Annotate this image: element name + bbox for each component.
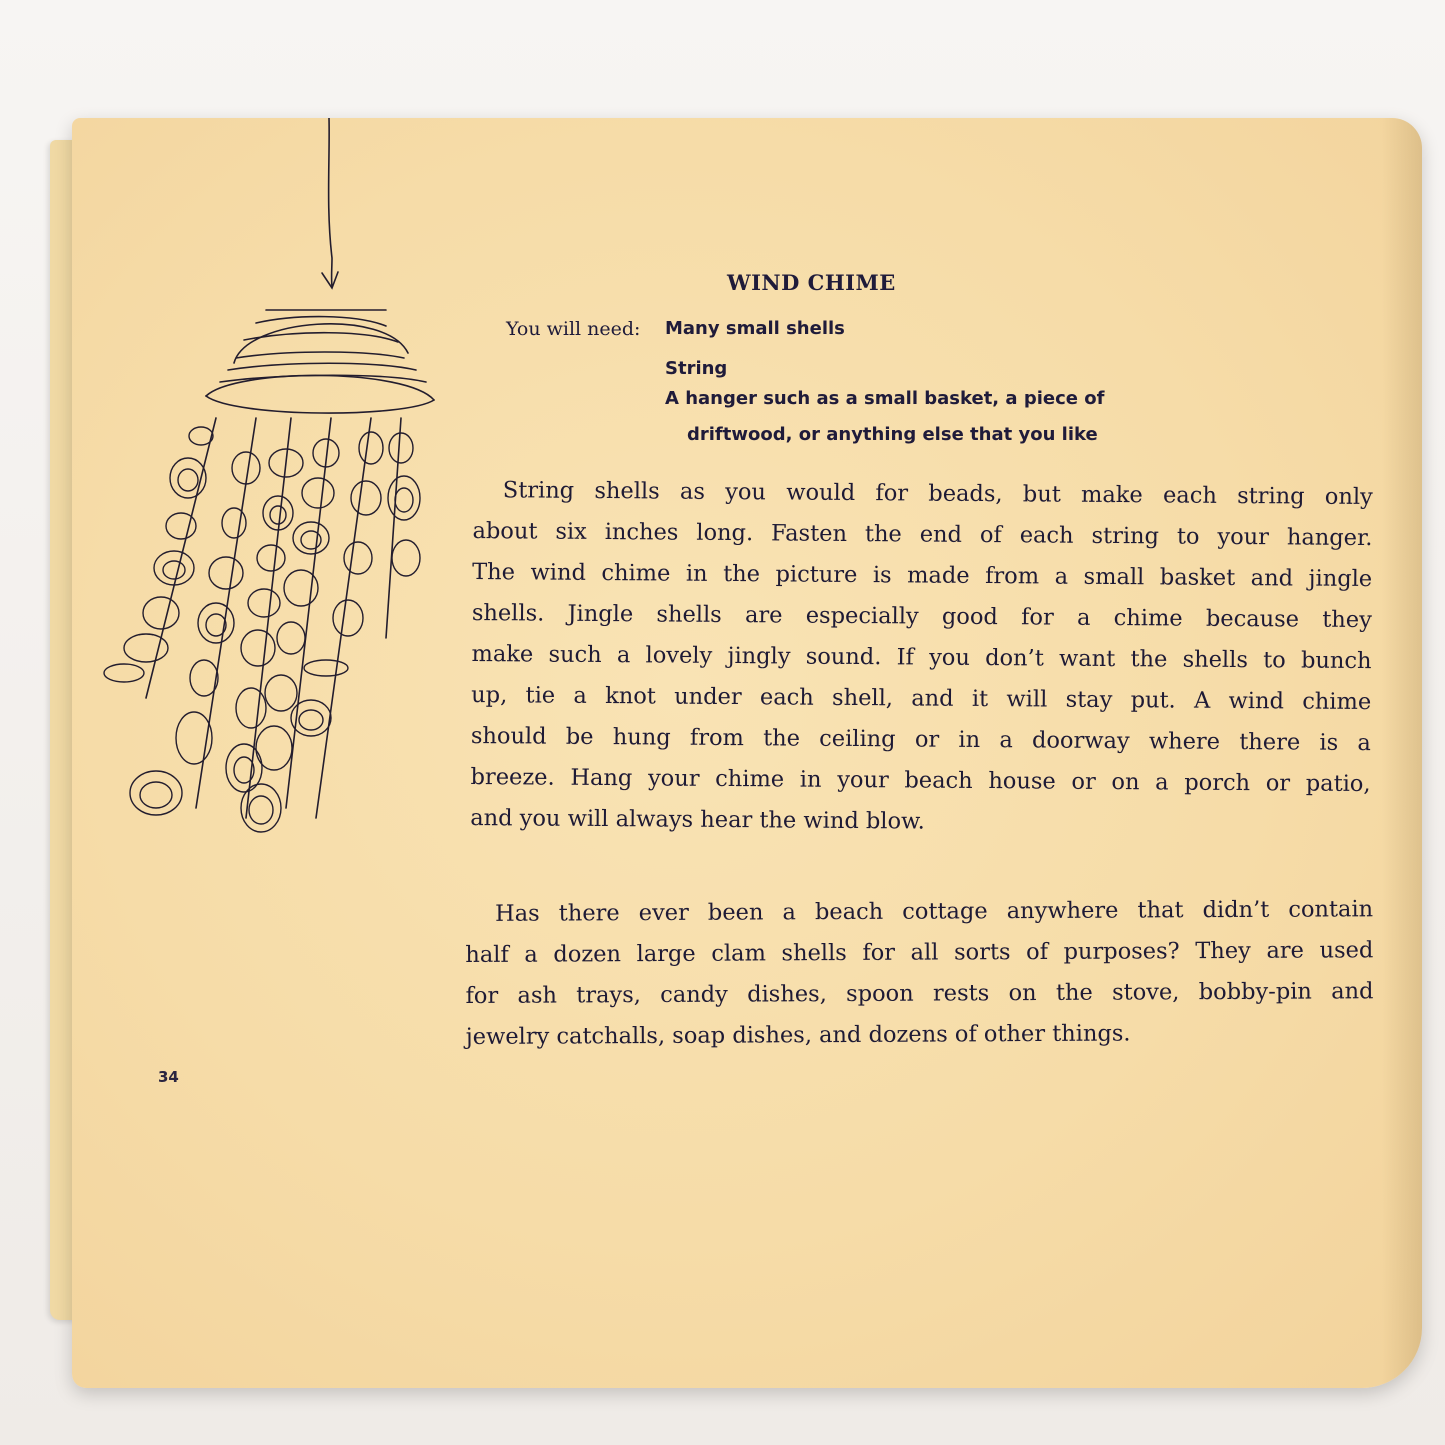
text-line: breeze. Hang your chime in your beach house or on a porch or patio, xyxy=(470,763,1371,798)
need-item: driftwood, or anything else that you like xyxy=(687,424,1098,445)
text-line: about six inches long. Fasten the end of each string to your hanger. xyxy=(472,517,1373,552)
paragraph-clam-shells xyxy=(465,889,1374,1058)
text-line: Has there ever been a beach cottage anywhere that didn’t contain xyxy=(495,896,1374,927)
need-item: Many small shells xyxy=(665,318,845,339)
text-line: should be hung from the ceiling or in a doorway where there is a xyxy=(470,722,1371,757)
needs-label: You will need: xyxy=(506,318,641,340)
text-line: shells. Jingle shells are especially good for a chime because they xyxy=(471,599,1372,634)
text-line: The wind chime in the picture is made from a small basket and jingle xyxy=(472,558,1373,593)
need-item: String xyxy=(665,358,728,379)
book-page xyxy=(72,118,1422,1388)
page-title: WIND CHIME xyxy=(727,270,896,295)
text-line: for ash trays, candy dishes, spoon rests on the stove, bobby-pin and xyxy=(465,978,1374,1009)
wind-chime-illustration xyxy=(86,118,446,878)
text-line: jewelry catchalls, soap dishes, and dozens of other things. xyxy=(465,1020,1131,1050)
page-number: 34 xyxy=(158,1068,179,1086)
text-line: half a dozen large clam shells for all sorts of purposes? They are used xyxy=(465,937,1374,968)
text-line: String shells as you would for beads, but make each string only xyxy=(502,477,1373,511)
paragraph-wind-chime xyxy=(470,470,1373,846)
text-line: up, tie a knot under each shell, and it will stay put. A wind chime xyxy=(471,681,1372,716)
text-line: make such a lovely jingly sound. If you don’t want the shells to bunch xyxy=(471,640,1372,675)
need-item: A hanger such as a small basket, a piece of xyxy=(665,388,1105,409)
text-line: and you will always hear the wind blow. xyxy=(470,804,925,835)
